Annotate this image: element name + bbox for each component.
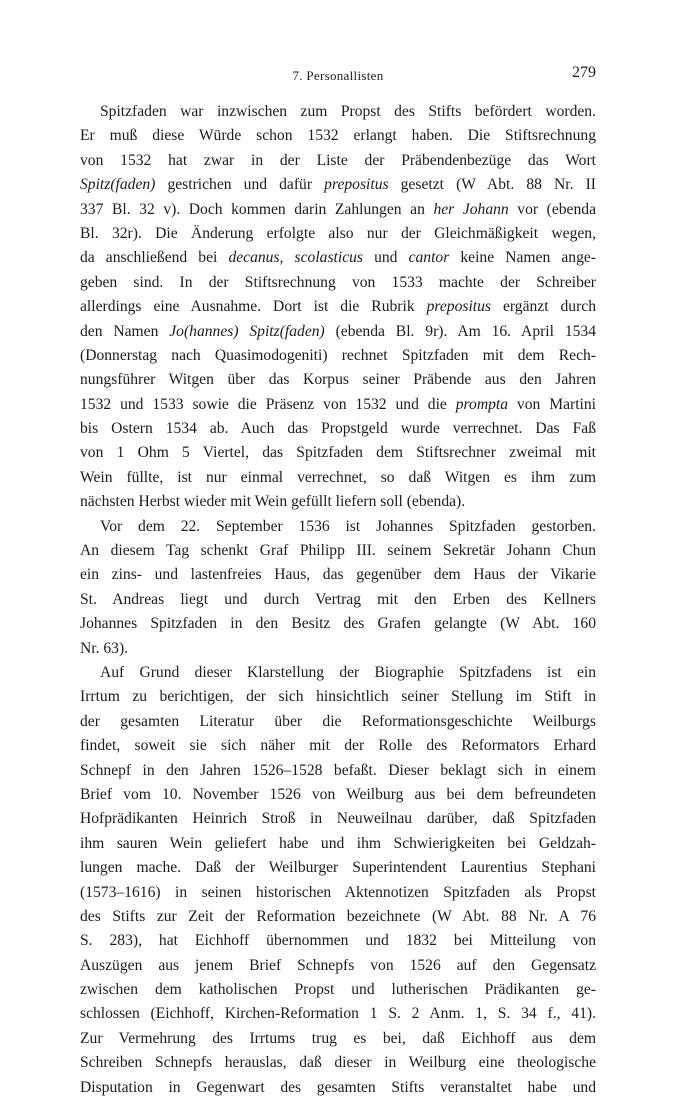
text-line: [80, 173, 596, 197]
text-segment: den Namen: [80, 322, 170, 340]
text-segment: Nr. 63).: [80, 639, 129, 657]
text-line: [80, 661, 596, 685]
text-line: [80, 612, 596, 636]
text-segment: 1532 und 1533 sowie die Präsenz von 1532 und die: [80, 395, 456, 413]
text-segment: da anschließend bei: [80, 249, 229, 267]
text-segment: nungsführer Witgen über das Korpus seiner Präbende aus den Jahren: [80, 371, 596, 389]
italic-text: her Johann: [433, 200, 509, 218]
text-line: [80, 905, 596, 929]
text-segment: Vor dem 22. September 1536 ist Johannes Spitzfaden gestorben.: [100, 517, 596, 535]
text-line: [80, 881, 596, 905]
text-segment: S. 283), hat Eichhoff übernommen und 1832 bei Mitteilung von: [80, 932, 596, 950]
text-segment: Auszügen aus jenem Brief Schnepfs von 1526 auf den Gegensatz: [80, 956, 596, 974]
text-segment: Irrtum zu berichtigen, der sich hinsichtlich seiner Stellung im Stift in: [80, 688, 596, 706]
text-segment: findet, soweit sie sich näher mit der Rolle des Reformators Erhard: [80, 737, 596, 755]
text-line: [80, 246, 596, 270]
text-segment: Er muß diese Würde schon 1532 erlangt haben. Die Stiftsrechnung: [80, 127, 596, 145]
text-segment: 337 Bl. 32 v). Doch kommen darin Zahlungen an: [80, 200, 434, 218]
italic-text: Jo(hannes) Spitz(faden): [169, 322, 325, 340]
text-line: [80, 417, 596, 441]
text-segment: Wein füllte, ist nur einmal verrechnet, so daß Witgen es ihm zum: [80, 468, 596, 486]
text-line: [80, 295, 596, 319]
text-segment: St. Andreas liegt und durch Vertrag mit den Erben des Kellners: [80, 590, 596, 608]
text-line: [80, 856, 596, 880]
text-line: [80, 978, 596, 1002]
text-segment: ergänzt durch: [490, 298, 597, 316]
text-segment: von 1532 hat zwar in der Liste der Präbendenbezüge das Wort: [80, 151, 596, 169]
italic-text: decanus, scolasticus: [228, 249, 363, 267]
text-segment: An diesem Tag schenkt Graf Philipp III. seinem Sekretär Johann Chun: [80, 542, 596, 560]
text-segment: ein zins- und lastenfreies Haus, das gegenüber dem Haus der Vikarie: [80, 566, 596, 584]
italic-text: prompta: [455, 395, 509, 413]
text-line: [80, 832, 596, 856]
text-line: [80, 1002, 596, 1026]
text-line: [80, 539, 596, 563]
text-segment: allerdings eine Ausnahme. Dort ist die Rubrik: [80, 298, 427, 316]
text-line: [80, 710, 596, 734]
text-line: [80, 124, 596, 148]
text-line: [80, 368, 596, 392]
text-segment: Schnepf in den Jahren 1526–1528 befaßt. Dieser beklagt sich in einem: [80, 761, 596, 779]
text-segment: geben sind. In der Stiftsrechnung von 1533 machte der Schreiber: [80, 273, 596, 291]
text-segment: gestrichen und dafür: [155, 176, 325, 194]
text-line: [80, 685, 596, 709]
text-line: [80, 393, 596, 417]
italic-text: prepositus: [426, 298, 491, 316]
text-segment: schlossen (Eichhoff, Kirchen-Reformation 1 S. 2 Anm. 1, S. 34 f., 41).: [80, 1005, 596, 1023]
text-line: [80, 466, 596, 490]
italic-text: cantor: [408, 249, 450, 267]
text-line: [80, 563, 596, 587]
text-line: [80, 759, 596, 783]
text-segment: Brief vom 10. November 1526 von Weilburg aus bei dem befreundeten: [80, 785, 596, 803]
text-line: [80, 271, 596, 295]
text-segment: Bl. 32r). Die Änderung erfolgte also nur der Gleichmäßigkeit wegen,: [80, 224, 596, 242]
text-segment: (ebenda Bl. 9r). Am 16. April 1534: [324, 322, 597, 340]
text-segment: zwischen dem katholischen Propst und lutherischen Prädikanten ge-: [80, 981, 596, 999]
text-segment: bis Ostern 1534 ab. Auch das Propstgeld wurde verrechnet. Das Faß: [80, 420, 596, 438]
text-line: [80, 734, 596, 758]
text-segment: Auf Grund dieser Klarstellung der Biographie Spitzfadens ist ein: [100, 663, 596, 681]
text-segment: von Martini: [508, 395, 596, 413]
text-segment: des Stifts zur Zeit der Reformation bezeichnete (W Abt. 88 Nr. A 76: [80, 907, 596, 925]
text-segment: ihm sauren Wein geliefert habe und ihm Schwierigkeiten bei Geldzah-: [80, 834, 596, 852]
body-text: [80, 100, 596, 1100]
text-line: [80, 637, 596, 661]
text-segment: der gesamten Literatur über die Reformationsgeschichte Weilburgs: [80, 712, 596, 730]
text-segment: und: [362, 249, 409, 267]
text-line: [80, 783, 596, 807]
text-segment: gesetzt (W Abt. 88 Nr. II: [388, 176, 597, 194]
text-line: [80, 100, 596, 124]
text-line: [80, 441, 596, 465]
text-segment: (Donnerstag nach Quasimodogeniti) rechnet Spitzfaden mit dem Rech-: [80, 346, 596, 364]
text-line: [80, 320, 596, 344]
text-line: [80, 198, 596, 222]
text-line: [80, 222, 596, 246]
text-line: [80, 515, 596, 539]
text-segment: Johannes Spitzfaden in den Besitz des Grafen gelangte (W Abt. 160: [80, 615, 596, 633]
italic-text: Spitz(faden): [80, 176, 156, 194]
text-line: [80, 1076, 596, 1100]
text-line: [80, 1051, 596, 1075]
text-line: [80, 588, 596, 612]
text-segment: Spitzfaden war inzwischen zum Propst des Stifts befördert worden.: [100, 103, 596, 120]
text-line: [80, 807, 596, 831]
running-head: [80, 64, 596, 88]
text-segment: Disputation in Gegenwart des gesamten Stifts veranstaltet habe und: [80, 1078, 596, 1096]
text-segment: vor (ebenda: [508, 200, 596, 218]
text-segment: lungen mache. Daß der Weilburger Superintendent Laurentius Stephani: [80, 859, 596, 877]
page-number: 279: [572, 64, 596, 81]
text-line: [80, 149, 596, 173]
text-segment: Hofprädikanten Heinrich Stroß in Neuweilnau darüber, daß Spitzfaden: [80, 810, 596, 828]
text-segment: von 1 Ohm 5 Viertel, das Spitzfaden dem Stiftsrechner zweimal mit: [80, 444, 596, 462]
text-line: [80, 929, 596, 953]
text-segment: nächsten Herbst wieder mit Wein gefüllt liefern soll (ebenda).: [80, 493, 466, 511]
text-line: [80, 490, 596, 514]
text-segment: Zur Vermehrung des Irrtums trug es bei, daß Eichhoff aus dem: [80, 1029, 596, 1047]
italic-text: prepositus: [324, 176, 389, 194]
text-line: [80, 344, 596, 368]
text-segment: (1573–1616) in seinen historischen Aktennotizen Spitzfaden als Propst: [80, 883, 596, 901]
text-line: [80, 954, 596, 978]
chapter-title: 7. Personallisten: [292, 68, 384, 83]
text-segment: Schreiben Schnepfs herauslas, daß dieser in Weilburg eine theologische: [80, 1054, 596, 1072]
text-segment: keine Namen ange-: [449, 249, 596, 267]
